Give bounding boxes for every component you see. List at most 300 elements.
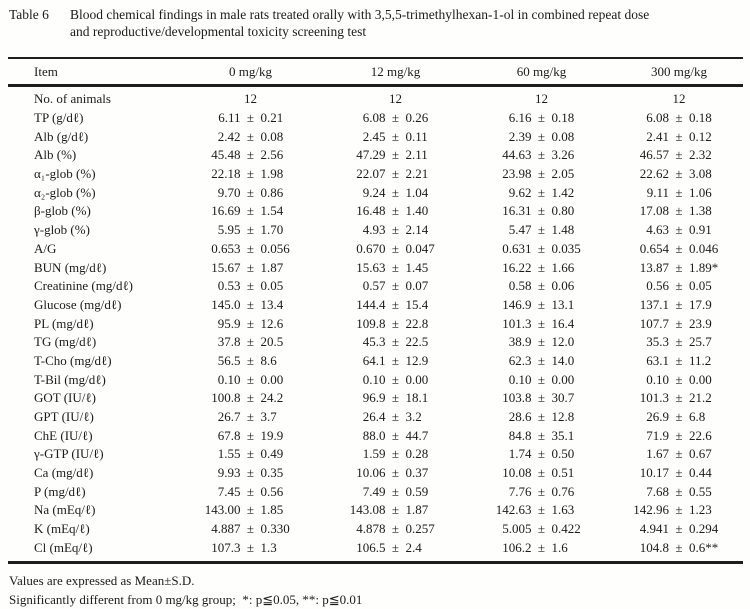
plus-minus-sign: ± (537, 110, 546, 126)
mean-value: 142.63 (495, 502, 532, 518)
mean-value: 0.10 (646, 371, 669, 387)
mean-value: 15.67 (211, 259, 241, 275)
row-item-label: TP (g/dℓ) (34, 110, 84, 126)
row-value-cell (615, 241, 743, 257)
plus-minus-sign: ± (537, 315, 546, 331)
mean-value: 145.0 (211, 296, 241, 312)
mean-value: 63.1 (646, 352, 669, 368)
mean-value: 142.96 (633, 502, 669, 518)
sd-value: 1.87 (260, 259, 284, 275)
row-item-label: K (mEq/ℓ) (34, 521, 90, 537)
row-value-cell (323, 166, 468, 182)
sd-value: 0.257 (405, 521, 435, 537)
plus-minus-sign: ± (391, 110, 400, 126)
plus-minus-sign: ± (675, 539, 683, 555)
sd-value: 0.294 (689, 521, 719, 537)
mean-value: 137.1 (639, 296, 669, 312)
sd-value: 0.422 (551, 521, 581, 537)
plus-minus-sign: ± (246, 427, 255, 443)
table-row (8, 520, 743, 539)
mean-value: 45.3 (362, 334, 386, 350)
table-body (8, 87, 743, 564)
plus-minus-sign: ± (675, 147, 683, 163)
plus-minus-sign: ± (675, 390, 683, 406)
row-value-cell (468, 446, 615, 462)
sd-value: 13.4 (260, 296, 284, 312)
row-item-label: Ca (mg/dℓ) (34, 465, 94, 481)
row-value-cell (323, 521, 468, 537)
row-value-cell (178, 297, 323, 313)
sd-value: 0.76 (551, 483, 575, 499)
table-caption-line-2: and reproductive/developmental toxicity screening test (70, 23, 367, 39)
table-row (8, 277, 743, 296)
row-value-cell (468, 147, 615, 163)
plus-minus-sign: ± (391, 184, 400, 200)
row-value-cell (178, 540, 323, 556)
plus-minus-sign: ± (246, 278, 255, 294)
mean-value: 84.8 (508, 427, 532, 443)
mean-value: 146.9 (502, 296, 532, 312)
sd-value: 2.21 (405, 166, 429, 182)
row-item-label: T-Cho (mg/dℓ) (34, 352, 112, 368)
mean-value: 44.63 (502, 147, 532, 163)
plus-minus-sign: ± (391, 166, 400, 182)
row-value-cell (468, 540, 615, 556)
table-footnotes (0, 564, 750, 609)
mean-value: 6.08 (646, 110, 669, 126)
mean-value: 4.93 (362, 222, 386, 238)
mean-value: 13.87 (639, 259, 669, 275)
plus-minus-sign: ± (391, 259, 400, 275)
mean-value: 95.9 (217, 315, 241, 331)
row-value-cell (323, 465, 468, 481)
sd-value: 1.23 (689, 502, 712, 518)
sd-value: 0.59 (405, 483, 429, 499)
row-value-cell (615, 203, 743, 219)
table-row (8, 352, 743, 371)
plus-minus-sign: ± (391, 465, 400, 481)
mean-value: 35.3 (646, 334, 669, 350)
mean-value: 0.10 (362, 371, 386, 387)
plus-minus-sign: ± (391, 371, 400, 387)
mean-value: 10.17 (639, 465, 669, 481)
sd-value: 1.38 (689, 203, 712, 219)
sd-value: 12.6 (260, 315, 284, 331)
sd-value: 1.63 (551, 502, 575, 518)
mean-value: 6.08 (362, 110, 386, 126)
row-value-cell (178, 241, 323, 257)
sd-value: 3.7 (260, 409, 277, 425)
sd-value: 2.32 (689, 147, 712, 163)
sd-value: 0.37 (405, 465, 429, 481)
plus-minus-sign: ± (246, 166, 255, 182)
plus-minus-sign: ± (391, 334, 400, 350)
mean-value: 107.7 (639, 315, 669, 331)
plus-minus-sign: ± (537, 352, 546, 368)
sd-value: 0.50 (551, 446, 575, 462)
sd-value: 0.046 (689, 240, 719, 256)
sd-value: 15.4 (405, 296, 429, 312)
sd-value: 0.330 (260, 521, 290, 537)
row-value-cell (468, 502, 615, 518)
mean-value: 104.8 (639, 539, 669, 555)
row-value-cell (323, 334, 468, 350)
row-value-cell: 12 (389, 91, 402, 107)
mean-value: 1.59 (362, 446, 386, 462)
row-value-cell (468, 484, 615, 500)
table-caption-line-1: Blood chemical findings in male rats treated orally with 3,5,5-trimethylhexan-1-ol in combined repeat dose (70, 7, 650, 22)
mean-value: 107.3 (211, 539, 241, 555)
row-value-cell (468, 316, 615, 332)
sd-value: 23.9 (689, 315, 712, 331)
row-item-label: TG (mg/dℓ) (34, 334, 97, 350)
row-item-label: BUN (mg/dℓ) (34, 259, 107, 275)
plus-minus-sign: ± (675, 371, 683, 387)
mean-value: 0.10 (217, 371, 241, 387)
table-row (8, 183, 743, 202)
row-item-label: γ-glob (%) (34, 222, 90, 238)
mean-value: 88.0 (362, 427, 386, 443)
mean-value: 106.5 (356, 539, 386, 555)
mean-value: 6.11 (218, 110, 241, 126)
plus-minus-sign: ± (675, 352, 683, 368)
mean-value: 7.68 (646, 483, 669, 499)
plus-minus-sign: ± (537, 222, 546, 238)
plus-minus-sign: ± (675, 278, 683, 294)
mean-value: 47.29 (356, 147, 386, 163)
plus-minus-sign: ± (391, 203, 400, 219)
mean-value: 56.5 (217, 352, 241, 368)
mean-value: 0.670 (356, 240, 386, 256)
row-item-label: Creatinine (mg/dℓ) (34, 278, 134, 294)
table-header-row (8, 59, 743, 87)
row-value-cell (178, 222, 323, 238)
row-value-cell (178, 390, 323, 406)
sd-value: 6.8 (689, 409, 706, 425)
mean-value: 5.47 (508, 222, 532, 238)
plus-minus-sign: ± (246, 334, 255, 350)
sd-value: 11.2 (689, 352, 712, 368)
table-row (8, 109, 743, 128)
row-value-cell (468, 260, 615, 276)
plus-minus-sign: ± (246, 203, 255, 219)
sd-value: 0.056 (260, 240, 290, 256)
plus-minus-sign: ± (537, 465, 546, 481)
row-value-cell (615, 521, 743, 537)
plus-minus-sign: ± (675, 521, 683, 537)
mean-value: 16.48 (356, 203, 386, 219)
sd-value: 44.7 (405, 427, 429, 443)
mean-value: 7.45 (217, 483, 241, 499)
row-value-cell (178, 316, 323, 332)
plus-minus-sign: ± (391, 521, 400, 537)
sd-value: 1.6 (551, 539, 568, 555)
row-value-cell (178, 278, 323, 294)
plus-minus-sign: ± (246, 259, 255, 275)
mean-value: 22.18 (211, 166, 241, 182)
row-item-label: Alb (g/dℓ) (34, 128, 89, 144)
sd-value: 0.91 (689, 222, 712, 238)
plus-minus-sign: ± (246, 465, 255, 481)
sd-value: 22.6 (689, 427, 712, 443)
table-row (8, 539, 743, 558)
mean-value: 71.9 (646, 427, 669, 443)
sd-value: 0.55 (689, 483, 712, 499)
row-item-label: Alb (%) (34, 147, 77, 163)
mean-value: 2.41 (646, 128, 669, 144)
table-row (8, 408, 743, 427)
row-value-cell (323, 241, 468, 257)
plus-minus-sign: ± (391, 147, 400, 163)
plus-minus-sign: ± (246, 371, 255, 387)
sd-value: 0.00 (260, 371, 284, 387)
mean-value: 7.49 (362, 483, 386, 499)
plus-minus-sign: ± (675, 446, 683, 462)
plus-minus-sign: ± (246, 446, 255, 462)
table-row (8, 389, 743, 408)
plus-minus-sign: ± (537, 240, 546, 256)
mean-value: 101.3 (639, 390, 669, 406)
plus-minus-sign: ± (537, 427, 546, 443)
row-value-cell (468, 372, 615, 388)
mean-value: 26.7 (217, 409, 241, 425)
row-value-cell: 12 (535, 91, 548, 107)
plus-minus-sign: ± (675, 483, 683, 499)
mean-value: 22.07 (356, 166, 386, 182)
plus-minus-sign: ± (537, 203, 546, 219)
mean-value: 22.62 (639, 166, 669, 182)
plus-minus-sign: ± (391, 352, 400, 368)
row-value-cell (615, 484, 743, 500)
mean-value: 16.22 (502, 259, 532, 275)
plus-minus-sign: ± (675, 184, 683, 200)
row-value-cell (178, 185, 323, 201)
row-value-cell (323, 222, 468, 238)
plus-minus-sign: ± (246, 409, 255, 425)
row-value-cell (323, 260, 468, 276)
mean-value: 9.62 (508, 184, 532, 200)
row-item-label: α₁-glob (%) (34, 166, 96, 182)
sd-value: 0.05 (689, 278, 712, 294)
plus-minus-sign: ± (675, 203, 683, 219)
sd-value: 2.14 (405, 222, 429, 238)
plus-minus-sign: ± (391, 409, 400, 425)
row-value-cell (323, 390, 468, 406)
sd-value: 17.9 (689, 296, 712, 312)
row-value-cell (323, 428, 468, 444)
row-value-cell (615, 147, 743, 163)
plus-minus-sign: ± (675, 222, 683, 238)
mean-value: 143.00 (204, 502, 241, 518)
sd-value: 1.04 (405, 184, 429, 200)
mean-value: 23.98 (502, 166, 532, 182)
plus-minus-sign: ± (246, 539, 255, 555)
mean-value: 26.4 (362, 409, 386, 425)
plus-minus-sign: ± (391, 240, 400, 256)
table-row (8, 258, 743, 277)
sd-value: 1.42 (551, 184, 575, 200)
sd-value: 0.00 (689, 371, 712, 387)
mean-value: 2.39 (508, 128, 532, 144)
row-value-cell (178, 521, 323, 537)
row-value-cell (178, 129, 323, 145)
table-title-block (0, 0, 750, 40)
plus-minus-sign: ± (675, 502, 683, 518)
mean-value: 5.95 (217, 222, 241, 238)
row-value-cell (615, 428, 743, 444)
table-row (8, 202, 743, 221)
mean-value: 9.70 (217, 184, 241, 200)
table-row (8, 501, 743, 520)
sd-value: 18.1 (405, 390, 429, 406)
row-value-cell (178, 502, 323, 518)
sd-value: 0.35 (260, 465, 284, 481)
plus-minus-sign: ± (391, 128, 400, 144)
row-item-label: α₂-glob (%) (34, 184, 96, 200)
row-item-label: No. of animals (34, 91, 111, 107)
table-number-label: Table 6 (9, 7, 49, 22)
mean-value: 1.55 (217, 446, 241, 462)
sd-value: 21.2 (689, 390, 712, 406)
sd-value: 16.4 (551, 315, 575, 331)
sd-value: 3.08 (689, 166, 712, 182)
mean-value: 37.8 (217, 334, 241, 350)
sd-value: 1.40 (405, 203, 429, 219)
mean-value: 17.08 (639, 203, 669, 219)
plus-minus-sign: ± (675, 240, 683, 256)
row-value-cell (615, 390, 743, 406)
sd-value: 2.11 (405, 147, 428, 163)
mean-value: 0.653 (211, 240, 241, 256)
sd-value: 0.67 (689, 446, 712, 462)
row-value-cell (615, 185, 743, 201)
row-item-label: A/G (34, 240, 57, 256)
row-item-label: P (mg/dℓ) (34, 483, 86, 499)
plus-minus-sign: ± (391, 222, 400, 238)
sd-value: 0.26 (405, 110, 429, 126)
mean-value: 4.878 (356, 521, 386, 537)
plus-minus-sign: ± (537, 390, 546, 406)
mean-value: 7.76 (508, 483, 532, 499)
row-value-cell (615, 316, 743, 332)
plus-minus-sign: ± (675, 296, 683, 312)
sd-value: 24.2 (260, 390, 284, 406)
row-item-label: γ-GTP (IU/ℓ) (34, 446, 104, 462)
mean-value: 0.58 (508, 278, 532, 294)
row-value-cell (323, 372, 468, 388)
mean-value: 6.16 (508, 110, 532, 126)
row-value-cell (178, 203, 323, 219)
plus-minus-sign: ± (675, 166, 683, 182)
row-value-cell (468, 222, 615, 238)
sd-value: 0.28 (405, 446, 429, 462)
mean-value: 9.93 (217, 465, 241, 481)
table-row (8, 482, 743, 501)
mean-value: 144.4 (356, 296, 386, 312)
sd-value: 0.08 (551, 128, 575, 144)
row-value-cell (615, 110, 743, 126)
row-value-cell (468, 241, 615, 257)
mean-value: 96.9 (362, 390, 386, 406)
row-item-label: Glucose (mg/dℓ) (34, 296, 122, 312)
column-header-dose-60: 60 mg/kg (516, 63, 567, 79)
row-value-cell (323, 297, 468, 313)
table-row (8, 240, 743, 259)
table-row (8, 221, 743, 240)
table-row (8, 464, 743, 483)
mean-value: 45.48 (211, 147, 241, 163)
sd-value: 0.18 (551, 110, 575, 126)
mean-value: 0.56 (646, 278, 669, 294)
mean-value: 28.6 (508, 409, 532, 425)
sd-value: 0.18 (689, 110, 712, 126)
sd-value: 0.05 (260, 278, 284, 294)
sd-value: 13.1 (551, 296, 575, 312)
row-value-cell (178, 465, 323, 481)
row-value-cell (468, 278, 615, 294)
table-caption (70, 7, 740, 40)
sd-value: 0.08 (260, 128, 284, 144)
sd-value: 0.44 (689, 465, 712, 481)
plus-minus-sign: ± (391, 427, 400, 443)
sd-value: 22.8 (405, 315, 429, 331)
mean-value: 4.941 (639, 521, 669, 537)
mean-value: 0.631 (502, 240, 532, 256)
plus-minus-sign: ± (537, 166, 546, 182)
row-value-cell (468, 166, 615, 182)
mean-value: 0.10 (508, 371, 532, 387)
plus-minus-sign: ± (391, 539, 400, 555)
row-value-cell (178, 110, 323, 126)
row-value-cell (468, 521, 615, 537)
sd-value: 19.9 (260, 427, 284, 443)
row-value-cell (178, 353, 323, 369)
row-value-cell: 12 (672, 91, 686, 107)
sd-value: 1.06 (689, 184, 712, 200)
plus-minus-sign: ± (537, 409, 546, 425)
mean-value: 26.9 (646, 409, 669, 425)
sd-value: 0.047 (405, 240, 435, 256)
row-value-cell (468, 409, 615, 425)
plus-minus-sign: ± (246, 184, 255, 200)
mean-value: 5.005 (502, 521, 532, 537)
plus-minus-sign: ± (537, 147, 546, 163)
mean-value: 10.08 (502, 465, 532, 481)
row-value-cell (615, 372, 743, 388)
plus-minus-sign: ± (246, 390, 255, 406)
mean-value: 16.69 (211, 203, 241, 219)
row-item-label: ChE (IU/ℓ) (34, 427, 93, 443)
sd-value: 14.0 (551, 352, 575, 368)
plus-minus-sign: ± (246, 296, 255, 312)
row-value-cell (615, 129, 743, 145)
sd-value: 0.80 (551, 203, 575, 219)
mean-value: 67.8 (217, 427, 241, 443)
sd-value: 2.56 (260, 147, 284, 163)
row-value-cell (323, 278, 468, 294)
plus-minus-sign: ± (391, 446, 400, 462)
plus-minus-sign: ± (246, 147, 255, 163)
mean-value: 0.654 (639, 240, 669, 256)
plus-minus-sign: ± (246, 521, 255, 537)
row-value-cell (615, 260, 743, 276)
table-row (8, 314, 743, 333)
sd-value: 8.6 (260, 352, 277, 368)
mean-value: 10.06 (356, 465, 386, 481)
plus-minus-sign: ± (537, 296, 546, 312)
row-value-cell (615, 278, 743, 294)
mean-value: 143.08 (349, 502, 386, 518)
